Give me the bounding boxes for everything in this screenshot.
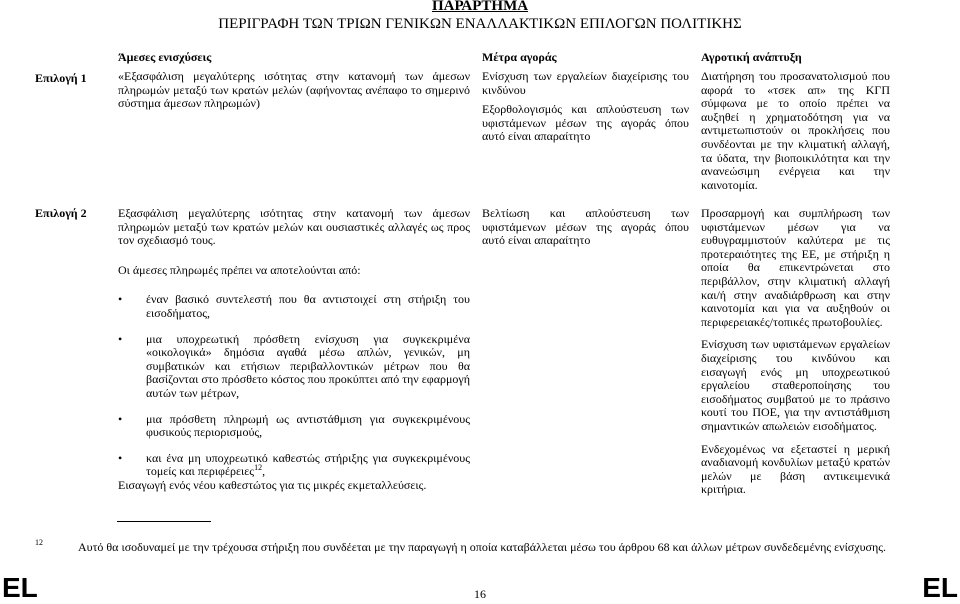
- bullet-text: έναν βασικό συντελεστή που θα αντιστοιχεί στη στήριξη του εισοδήματος,: [146, 292, 470, 320]
- bullet-item: [118, 333, 470, 401]
- option-2-rural-development: [701, 207, 890, 497]
- option-2-rural-text-1: Προσαρμογή και συμπλήρωση των υφιστάμενων μέσων για να ευθυγραμμιστούν καλύτερα με τις προτεραιότητες της ΕΕ, με στήριξη η οποία θα επικεντρώνεται στο περιβάλλον, στην κλιματική αλλαγή και/ή στην αναδιάρθρωση και στην καινοτομία και για να αυξηθούν οι περιφερειακές/τοπικές πρωτοβουλίες.: [701, 206, 890, 329]
- option-1-market-text-1: Ενίσχυση των εργαλείων διαχείρισης του κινδύνου: [482, 69, 689, 97]
- footnote-reference[interactable]: 12: [254, 463, 263, 473]
- column-header-market-measures: Μέτρα αγοράς: [482, 50, 557, 64]
- bullet-item: [118, 293, 470, 320]
- option-1-market-measures: [482, 70, 689, 144]
- option-1-label: Επιλογή 1: [35, 71, 87, 85]
- language-code-left: EL: [2, 572, 38, 603]
- footnote-number: 12: [35, 538, 43, 547]
- column-header-rural-development: Αγροτική ανάπτυξη: [701, 50, 802, 64]
- option-1-direct-payments: [118, 70, 470, 111]
- page-subtitle: ΠΕΡΙΓΡΑΦΗ ΤΩΝ ΤΡΙΩΝ ΓΕΝΙΚΩΝ ΕΝΑΛΛΑΚΤΙΚΩΝ ΕΠΙΛΟΓΩΝ ΠΟΛΙΤΙΚΗΣ: [218, 16, 742, 32]
- language-code-right: EL: [922, 572, 958, 603]
- option-2-label: Επιλογή 2: [35, 206, 87, 220]
- option-2-market-text: Βελτίωση και απλούστευση των υφιστάμενων μέσων της αγοράς όπου αυτό είναι απαραίτητο: [482, 206, 689, 248]
- page-number: 16: [474, 587, 486, 601]
- option-2-market-measures: [482, 207, 689, 248]
- option-2-bullet-list: [118, 293, 470, 479]
- bullet-text: μια υποχρεωτική πρόσθετη ενίσχυση για συγκεκριμένα «οικολογικά» δημόσια αγαθά μέσω απλών, γενικών, μη συμβατικών και ετήσιων περιβαλλοντικών μέτρων που θα βασίζονται στο πρόσθετο κόστος που προκύπτει από την εφαρμογή αυτών των μέτρων,: [146, 331, 470, 400]
- option-2-direct-lead: Οι άμεσες πληρωμές πρέπει να αποτελούνται από:: [118, 262, 361, 277]
- bullet-text: και ένα μη υποχρεωτικό καθεστώς στήριξης για συγκεκριμένους τομείς και περιφέρειες: [146, 450, 470, 479]
- bullet-text: μια πρόσθετη πληρωμή ως αντιστάθμιση για συγκεκριμένους φυσικούς περιορισμούς,: [146, 411, 470, 440]
- option-2-rural-text-3: Ενδεχομένως να εξεταστεί η μερική αναδιανομή κονδυλίων μεταξύ κρατών μελών με βάση αντικειμενικά κριτήρια.: [701, 441, 890, 497]
- bullet-icon: •: [118, 292, 123, 307]
- footnote-text: Αυτό θα ισοδυναμεί με την τρέχουσα στήριξη που συνδέεται με την παραγωγή η οποία καταβάλλεται μέσω του άρθρου 68 και άλλων μέτρων συνδεδεμένης ενίσχυσης.: [78, 540, 887, 554]
- option-2-direct-intro: Εξασφάλιση μεγαλύτερης ισότητας στην κατανομή των άμεσων πληρωμών μεταξύ των κρατών μελών και ουσιαστικές αλλαγές ως προς τον σχεδιασμό τους.: [118, 206, 470, 248]
- bullet-item: • και ένα μη υποχρεωτικό καθεστώς στήριξης για συγκεκριμένους τομείς και περιφέρειες$^{12}$,: [118, 450, 470, 479]
- footnote-separator: [117, 521, 211, 522]
- bullet-item: [118, 413, 470, 440]
- page-title: ΠΑΡΑΡΤΗΜΑ: [431, 0, 529, 14]
- option-2-direct-payments: [118, 207, 470, 493]
- bullet-icon: •: [118, 411, 123, 426]
- option-2-rural-text-2: Ενίσχυση των υφιστάμενων εργαλείων διαχείρισης του κινδύνου και εισαγωγή ενός μη υποχρεωτικού εργαλείου σταθεροποίησης του εισοδήματος συμβατού με το πράσινο κουτί του ΠΟΕ, για την αντιστάθμιση σημαντικών απωλειών εισοδήματος.: [701, 337, 890, 433]
- bullet-icon: •: [118, 450, 123, 465]
- option-1-rural-development: [701, 70, 890, 192]
- option-1-direct-text: «Εξασφάλιση μεγαλύτερης ισότητας στην κατανομή των άμεσων πληρωμών μεταξύ των κρατών μελών (αφήνοντας ανέπαφο το σημερινό σύστημα άμεσων πληρωμών): [118, 69, 470, 111]
- option-1-rural-text: Διατήρηση του προσανατολισμού που αφορά το «τσεκ απ» της ΚΓΠ σύμφωνα με το οποίο πρέπει να αυξηθεί η χρηματοδότηση για να αντιμετωπιστούν οι προκλήσεις που συνδέονται με την κλιματική αλλαγή, τα ύδατα, την βιοποικιλότητα και την ανανεώσιμη ενέργεια και την καινοτομία.: [701, 69, 890, 192]
- bullet-icon: •: [118, 331, 123, 346]
- option-2-direct-end: Εισαγωγή ενός νέου καθεστώτος για τις μικρές εκμεταλλεύσεις.: [118, 477, 427, 492]
- option-1-market-text-2: Εξορθολογισμός και απλούστευση των υφιστάμενων μέσων της αγοράς όπου αυτό είναι απαραίτητο: [482, 102, 689, 144]
- column-header-direct-payments: Άμεσες ενισχύσεις: [118, 50, 212, 64]
